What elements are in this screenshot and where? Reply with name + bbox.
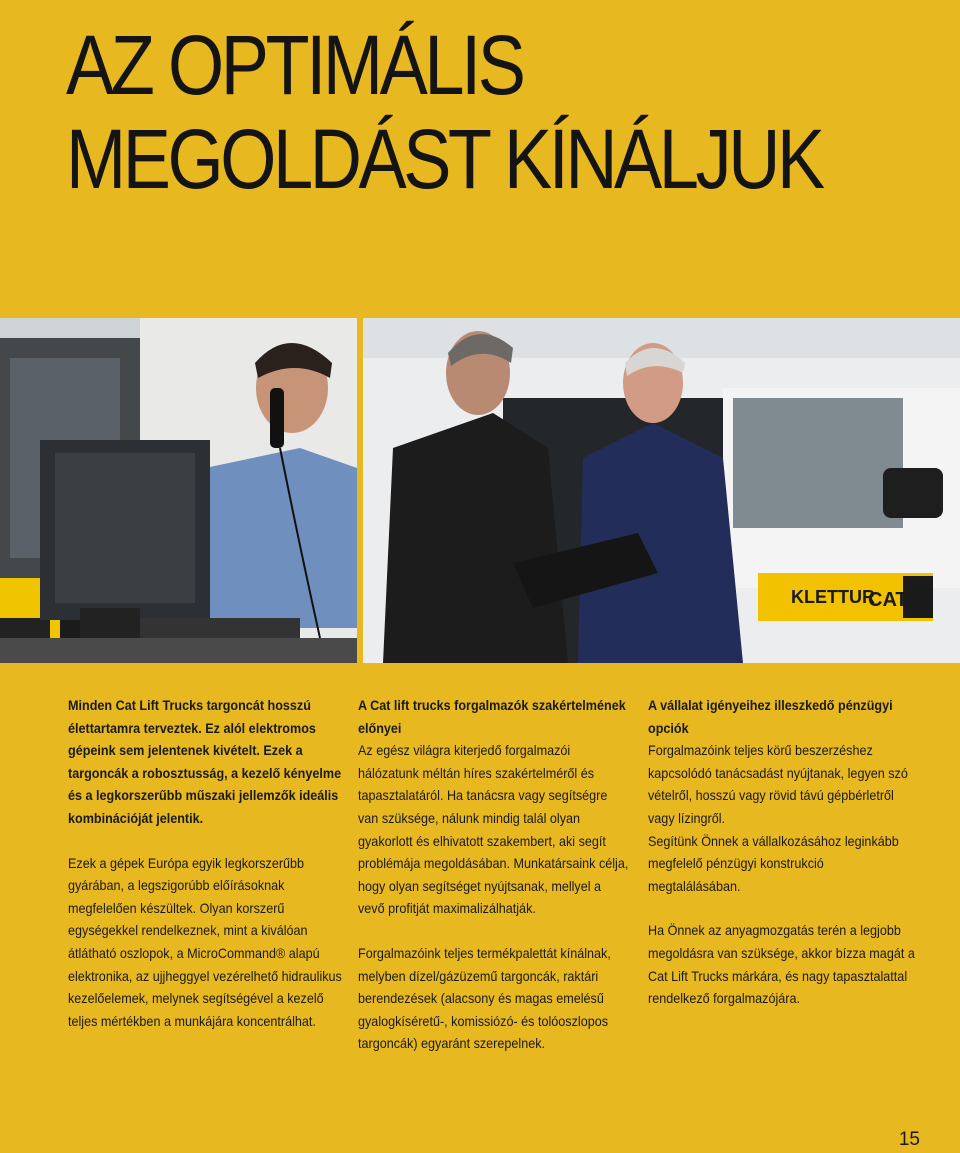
col3-heading: A vállalat igényeihez illeszkedő pénzügyi opciók [648, 697, 893, 736]
photo-service-van [363, 318, 960, 663]
col3-paragraph-2: Segítünk Önnek a vállalkozásához leginkább megfelelő pénzügyi konstrukció megtalálásában. [648, 832, 899, 894]
van-sign-cat: CAT [868, 589, 908, 611]
column-3 [648, 694, 918, 1010]
column-1 [68, 694, 343, 1032]
col2-paragraph-1: Az egész világra kiterjedő forgalmazói hálózatunk méltán híres szakértelméről és tapasztalatáról. Ha tanácsra vagy segítségre van szüksége, nálunk mindig talál olyan gyakorlott és elhivatott szakembert, aki segít problémája megoldásában. Munkatársaink célja, hogy olyan segítséget nyújtsanak, mellyel a vevő profitját maximalizálhatják. [358, 742, 629, 917]
col1-body: Ezek a gépek Európa egyik legkorszerűbb gyárában, a legszigorúbb előírásoknak megfelelően készültek. Olyan korszerű egységekkel rendelkeznek, mint a kiválóan átlátható oszlopok, a MicroCommand® alapú elektronika, az ujjheggyel vezérelhető hidraulikus kezelőelemek, melynek segítségével a kezelő teljes mértékben a munkájára koncentrálhat. [68, 854, 342, 1029]
col3-paragraph-3: Ha Önnek az anyagmozgatás terén a legjobb megoldásra van szüksége, akkor bízza magát a Cat Lift Trucks márkára, és nagy tapasztalattal rendelkező forgalmazójára. [648, 922, 915, 1007]
col3-paragraph-1: Forgalmazóink teljes körű beszerzéshez kapcsolódó tanácsadást nyújtanak, legyen szó vételről, hosszú vagy rövid távú gépbérletről vagy lízingről. [648, 742, 908, 826]
photo-man-on-phone [0, 318, 357, 663]
col2-paragraph-2: Forgalmazóink teljes termékpalettát kínálnak, melyben dízel/gázüzemű targoncák, raktári berendezések (alacsony és magas emelésű gyalogkíséretű-, komissiózó- és tolóoszlopos targoncák) egyaránt szerepelnek. [358, 944, 611, 1052]
page-title [66, 18, 822, 206]
van-sign-klettur: KLETTUR [791, 587, 875, 607]
col1-intro: Minden Cat Lift Trucks targoncát hosszú élettartamra terveztek. Ez alól elektromos gépeink sem jelentenek kivételt. Ezek a targoncák a robosztusság, a kezelő kényelme és a legkorszerűbb műszaki jellemzők ideális kombinációját jelentik. [68, 697, 342, 826]
page-number: 15 [898, 1129, 920, 1150]
title-line-1: AZ OPTIMÁLIS [66, 18, 523, 112]
title-line-2: MEGOLDÁST KÍNÁLJUK [66, 112, 822, 206]
col2-heading: A Cat lift trucks forgalmazók szakértelmének előnyei [358, 697, 626, 736]
column-2 [358, 694, 630, 1055]
